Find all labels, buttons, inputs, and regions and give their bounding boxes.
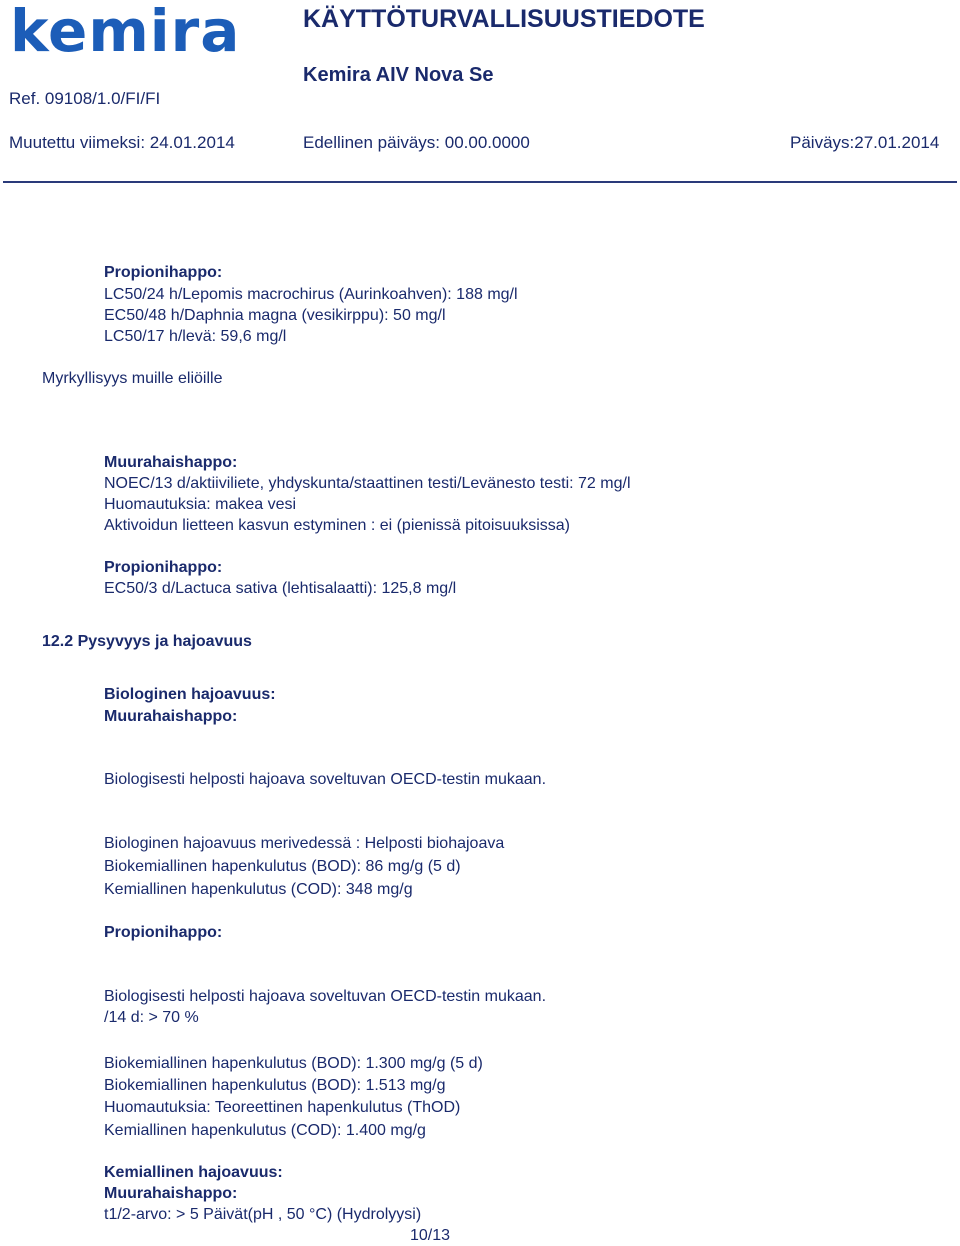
document-title: KÄYTTÖTURVALLISUUSTIEDOTE xyxy=(303,5,705,33)
reference-number: Ref. 09108/1.0/FI/FI xyxy=(9,89,161,108)
text-line: t1/2-arvo: > 5 Päivät(pH , 50 °C) (Hydrolyysi) xyxy=(104,1206,422,1223)
substance-heading: Muurahaishappo: xyxy=(104,708,238,725)
text-line: Huomautuksia: makea vesi xyxy=(104,496,297,513)
substance-heading: Muurahaishappo: xyxy=(104,454,238,471)
subsection-heading: Kemiallinen hajoavuus: xyxy=(104,1164,283,1181)
header-divider xyxy=(3,181,957,183)
text-line: Huomautuksia: Teoreettinen hapenkulutus (ThOD) xyxy=(104,1099,461,1116)
page-number: 10/13 xyxy=(410,1227,451,1244)
document-date: Päiväys:27.01.2014 xyxy=(790,133,940,152)
text-line: Biokemiallinen hapenkulutus (BOD): 1.300 mg/g (5 d) xyxy=(104,1055,483,1072)
subsection-heading: Biologinen hajoavuus: xyxy=(104,686,276,703)
text-line: Biologisesti helposti hajoava soveltuvan OECD-testin mukaan. xyxy=(104,771,547,788)
text-line: Biokemiallinen hapenkulutus (BOD): 86 mg/g (5 d) xyxy=(104,858,461,875)
text-line: Kemiallinen hapenkulutus (COD): 348 mg/g xyxy=(104,881,413,898)
text-line: Aktivoidun lietteen kasvun estyminen : ei (pienissä pitoisuuksissa) xyxy=(104,517,571,534)
text-line: EC50/3 d/Lactuca sativa (lehtisalaatti): 125,8 mg/l xyxy=(104,580,457,597)
product-name: Kemira AIV Nova Se xyxy=(303,64,494,86)
revised-date: Muutettu viimeksi: 24.01.2014 xyxy=(9,133,235,152)
substance-heading: Propionihappo: xyxy=(104,264,223,281)
text-line: /14 d: > 70 % xyxy=(104,1009,199,1026)
previous-date: Edellinen päiväys: 00.00.0000 xyxy=(303,133,530,152)
text-line: NOEC/13 d/aktiiviliete, yhdyskunta/staattinen testi/Levänesto testi: 72 mg/l xyxy=(104,475,631,492)
substance-heading: Muurahaishappo: xyxy=(104,1185,238,1202)
section-heading: 12.2 Pysyvyys ja hajoavuus xyxy=(42,633,252,650)
substance-heading: Propionihappo: xyxy=(104,559,223,576)
text-line: Biologinen hajoavuus merivedessä : Helposti biohajoava xyxy=(104,835,505,852)
text-line: Biologisesti helposti hajoava soveltuvan OECD-testin mukaan. xyxy=(104,988,547,1005)
subsection-heading: Myrkyllisyys muille eliöille xyxy=(42,370,223,387)
text-line: LC50/17 h/levä: 59,6 mg/l xyxy=(104,328,287,345)
substance-heading: Propionihappo: xyxy=(104,924,223,941)
text-line: Biokemiallinen hapenkulutus (BOD): 1.513 mg/g xyxy=(104,1077,446,1094)
text-line: Kemiallinen hapenkulutus (COD): 1.400 mg/g xyxy=(104,1122,426,1139)
kemira-logo: kemira xyxy=(10,0,241,65)
text-line: LC50/24 h/Lepomis macrochirus (Aurinkoahven): 188 mg/l xyxy=(104,286,518,303)
text-line: EC50/48 h/Daphnia magna (vesikirppu): 50 mg/l xyxy=(104,307,446,324)
